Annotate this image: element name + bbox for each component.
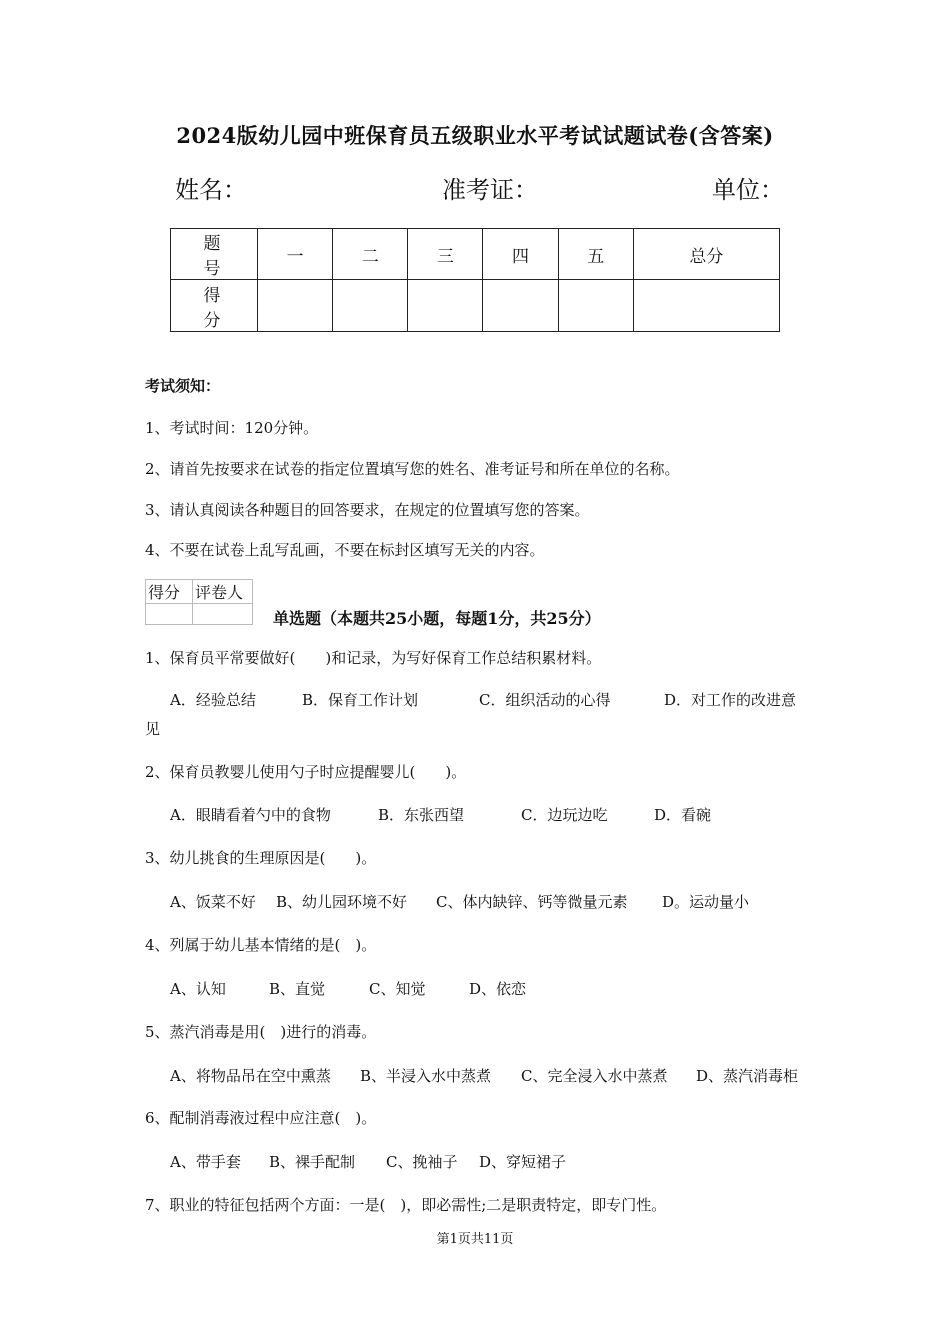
option-c: C．边玩边吃: [521, 806, 608, 824]
score-table-score-row: [171, 280, 780, 332]
score-table: [170, 228, 780, 332]
option-d: D．看碗: [654, 806, 712, 824]
page-footer: 第1页共11页: [436, 1232, 514, 1247]
option-a: A．眼睛看着勺中的食物: [170, 806, 331, 824]
score-header-4: 四: [483, 229, 558, 280]
question-stem: 1、保育员平常要做好( )和记录，为写好保育工作总结积累材料。: [145, 649, 602, 667]
option-b: B、裸手配制: [269, 1153, 356, 1171]
option-a: A、饭菜不好: [170, 893, 256, 911]
question-stem: 3、幼儿挑食的生理原因是( )。: [145, 849, 377, 867]
score-cell-3: [408, 280, 483, 332]
question-stem: 4、列属于幼儿基本情绪的是( )。: [145, 936, 377, 954]
score-header-5: 五: [558, 229, 633, 280]
option-d: D。运动量小: [662, 893, 750, 911]
option-b: B、半浸入水中蒸煮: [360, 1067, 492, 1085]
option-a: A、认知: [170, 980, 226, 998]
notice-item: 1、考试时间：120分钟。: [145, 419, 319, 437]
score-cell-4: [483, 280, 558, 332]
score-header-2: 二: [333, 229, 408, 280]
option-c: C、挽袖子: [386, 1153, 458, 1171]
question-number-label: 题 号: [171, 229, 258, 280]
option-d: D、穿短裙子: [479, 1153, 567, 1171]
option-b: B、幼儿园环境不好: [276, 893, 408, 911]
notice-heading: 考试须知：: [145, 377, 221, 395]
option-c: C、体内缺锌、钙等微量元素: [436, 893, 628, 911]
question-stem: 6、配制消毒液过程中应注意( )。: [145, 1109, 377, 1127]
question-stem: 5、蒸汽消毒是用( )进行的消毒。: [145, 1023, 377, 1041]
option-c: C．组织活动的心得: [479, 691, 611, 709]
question-stem: 2、保育员教婴儿使用勺子时应提醒婴儿( )。: [145, 763, 467, 781]
section-title: 单选题（本题共25小题，每题1分，共25分）: [273, 609, 601, 628]
score-header-1: 一: [258, 229, 333, 280]
option-b: B．保育工作计划: [302, 691, 419, 709]
grader-name-label: 评卷人: [193, 580, 253, 604]
option-d: D、依恋: [469, 980, 527, 998]
name-field-label: 姓名：: [175, 176, 247, 204]
score-header-total: 总分: [633, 229, 779, 280]
grader-score-cell: [146, 604, 193, 625]
score-table-header-row: [171, 229, 780, 280]
option-a: A．经验总结: [170, 691, 256, 709]
option-b: B、直觉: [269, 980, 326, 998]
score-label: 得 分: [171, 280, 258, 332]
exam-id-field-label: 准考证：: [442, 176, 538, 204]
notice-item: 4、不要在试卷上乱写乱画，不要在标封区填写无关的内容。: [145, 541, 545, 559]
option-d: D、蒸汽消毒柜: [696, 1067, 799, 1085]
notice-item: 2、请首先按要求在试卷的指定位置填写您的姓名、准考证号和所在单位的名称。: [145, 460, 680, 478]
page-title: 2024版幼儿园中班保育员五级职业水平考试试题试卷(含答案): [176, 123, 774, 148]
notice-item: 3、请认真阅读各种题目的回答要求，在规定的位置填写您的答案。: [145, 501, 590, 519]
option-a: A、将物品吊在空中熏蒸: [170, 1067, 331, 1085]
option-d-wrap: 见: [145, 720, 161, 738]
score-cell-2: [333, 280, 408, 332]
grader-box: [145, 579, 253, 625]
option-d: D．对工作的改进意: [664, 691, 797, 709]
question-stem: 7、职业的特征包括两个方面：一是( )，即必需性;二是职责特定，即专门性。: [145, 1196, 667, 1214]
option-c: C、完全浸入水中蒸煮: [521, 1067, 668, 1085]
option-b: B．东张西望: [378, 806, 465, 824]
score-cell-total: [633, 280, 779, 332]
option-a: A、带手套: [170, 1153, 241, 1171]
unit-field-label: 单位：: [712, 176, 784, 204]
score-header-3: 三: [408, 229, 483, 280]
score-cell-5: [558, 280, 633, 332]
grader-score-label: 得分: [146, 580, 193, 604]
grader-name-cell: [193, 604, 253, 625]
option-c: C、知觉: [369, 980, 426, 998]
